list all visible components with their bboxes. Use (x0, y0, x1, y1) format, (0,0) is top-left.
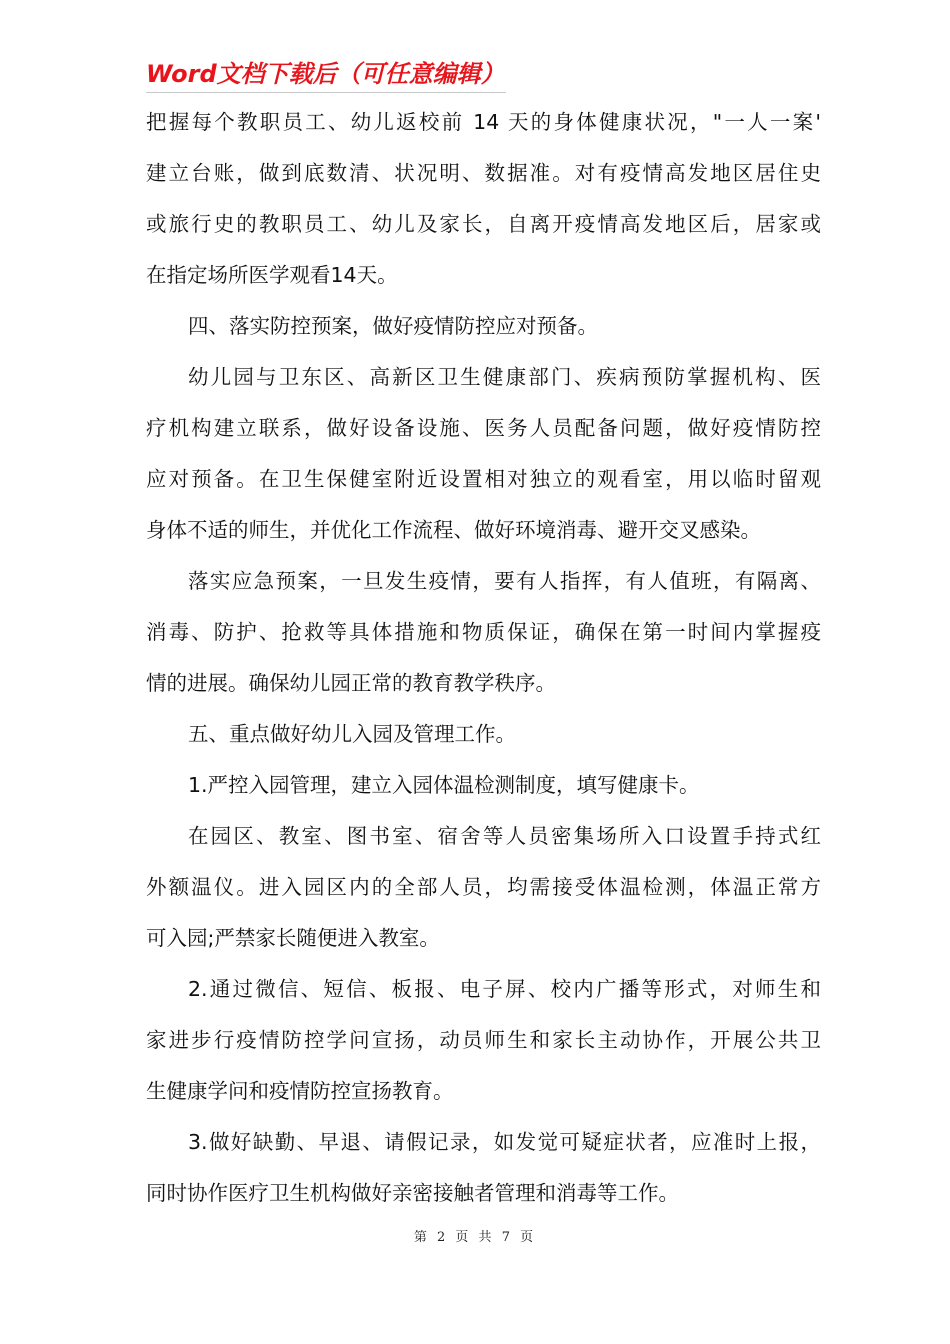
text-line: 建立台账，做到底数清、状况明、数据准。对有疫情高发地区居住史 (146, 161, 821, 185)
section-heading-four (146, 301, 821, 352)
header-divider (146, 92, 506, 93)
text-line: 生健康学问和疫情防控宣扬教育。 (146, 1079, 454, 1103)
paragraph-temperature-check (146, 811, 821, 964)
text-line: 身体不适的师生，并优化工作流程、做好环境消毒、避开交叉感染。 (146, 518, 761, 542)
document-header-title: Word文档下载后（可任意编辑） (146, 60, 505, 88)
text-line: 在园区、教室、图书室、宿舍等人员密集场所入口设置手持式红 (188, 824, 821, 848)
list-item-1 (146, 760, 821, 811)
text-line: 2.通过微信、短信、板报、电子屏、校内广播等形式，对师生和 (188, 977, 821, 1001)
text-line: 幼儿园与卫东区、高新区卫生健康部门、疾病预防掌握机构、医 (188, 365, 821, 389)
text-line: 四、落实防控预案，做好疫情防控应对预备。 (188, 314, 598, 338)
text-line: 把握每个教职员工、幼儿返校前 14 天的身体健康状况，"一人一案' (146, 110, 821, 134)
paragraph-emergency-plan (146, 556, 821, 709)
list-item-2 (146, 964, 821, 1117)
text-line: 应对预备。在卫生保健室附近设置相对独立的观看室，用以临时留观 (146, 467, 821, 491)
text-line: 可入园;严禁家长随便进入教室。 (146, 926, 440, 950)
list-item-3 (146, 1117, 821, 1219)
text-line: 1.严控入园管理，建立入园体温检测制度，填写健康卡。 (188, 773, 700, 797)
text-line: 五、重点做好幼儿入园及管理工作。 (188, 722, 516, 746)
page-number-footer: 第 2 页 共 7 页 (413, 1230, 537, 1245)
paragraph-continuation (146, 97, 821, 301)
text-line: 疗机构建立联系，做好设备设施、医务人员配备问题，做好疫情防控 (146, 416, 821, 440)
document-body (146, 97, 821, 1219)
text-line: 落实应急预案，一旦发生疫情，要有人指挥，有人值班，有隔离、 (188, 569, 821, 593)
section-heading-five (146, 709, 821, 760)
text-line: 在指定场所医学观看14天。 (146, 263, 398, 287)
text-line: 3.做好缺勤、早退、请假记录，如发觉可疑症状者，应准时上报， (188, 1130, 821, 1154)
text-line: 外额温仪。进入园区内的全部人员，均需接受体温检测，体温正常方 (146, 875, 821, 899)
text-line: 家进步行疫情防控学问宣扬，动员师生和家长主动协作，开展公共卫 (146, 1028, 821, 1052)
text-line: 消毒、防护、抢救等具体措施和物质保证，确保在第一时间内掌握疫 (146, 620, 821, 644)
text-line: 同时协作医疗卫生机构做好亲密接触者管理和消毒等工作。 (146, 1181, 679, 1205)
text-line: 情的进展。确保幼儿园正常的教育教学秩序。 (146, 671, 556, 695)
text-line: 或旅行史的教职员工、幼儿及家长，自离开疫情高发地区后，居家或 (146, 212, 821, 236)
paragraph-contact-institutions (146, 352, 821, 556)
